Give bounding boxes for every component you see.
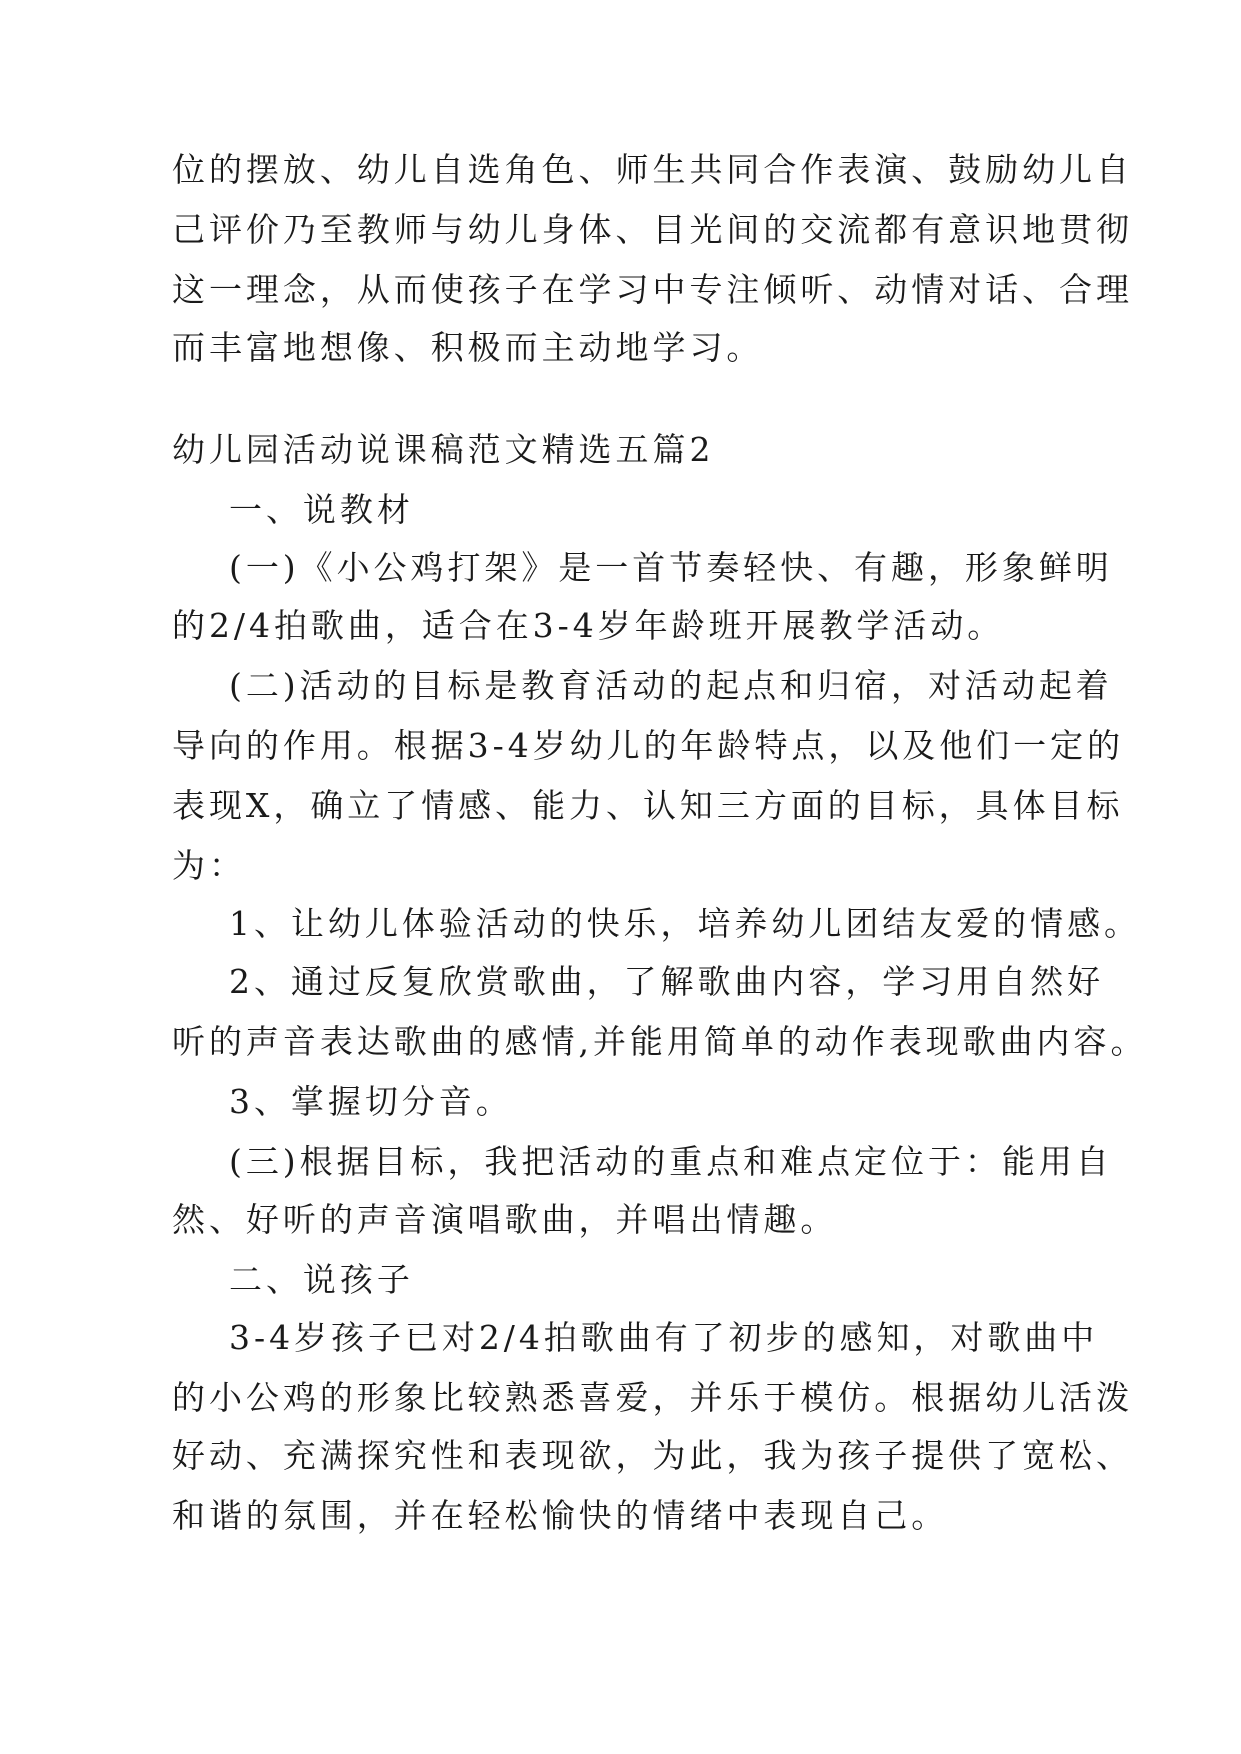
- paragraph-line: 表现X，确立了情感、能力、认知三方面的目标，具体目标: [172, 786, 1124, 825]
- paragraph-line: 然、好听的声音演唱歌曲，并唱出情趣。: [172, 1200, 838, 1239]
- section-heading: 幼儿园活动说课稿范文精选五篇2: [172, 430, 715, 469]
- list-item: 3、掌握切分音。: [229, 1082, 513, 1121]
- paragraph-line: 这一理念，从而使孩子在学习中专注倾听、动情对话、合理: [172, 270, 1133, 309]
- paragraph-line: 好动、充满探究性和表现欲，为此，我为孩子提供了宽松、: [172, 1436, 1133, 1475]
- paragraph-line: 的小公鸡的形象比较熟悉喜爱，并乐于模仿。根据幼儿活泼: [172, 1378, 1133, 1417]
- paragraph-line: 3-4岁孩子已对2/4拍歌曲有了初步的感知，对歌曲中: [229, 1318, 1099, 1357]
- paragraph-line: 和谐的氛围，并在轻松愉快的情绪中表现自己。: [172, 1496, 949, 1535]
- paragraph-line: 听的声音表达歌曲的感情,并能用简单的动作表现歌曲内容。: [172, 1022, 1148, 1061]
- paragraph-line: 导向的作用。根据3-4岁幼儿的年龄特点，以及他们一定的: [172, 726, 1125, 765]
- paragraph-line: (二)活动的目标是教育活动的起点和归宿，对活动起着: [229, 666, 1113, 705]
- subsection-heading: 一、说教材: [229, 490, 414, 529]
- paragraph-line: 的2/4拍歌曲，适合在3-4岁年龄班开展教学活动。: [172, 606, 1005, 645]
- paragraph-line: 位的摆放、幼儿自选角色、师生共同合作表演、鼓励幼儿自: [172, 150, 1133, 189]
- paragraph-line: (一)《小公鸡打架》是一首节奏轻快、有趣，形象鲜明: [229, 548, 1113, 587]
- paragraph-line: 己评价乃至教师与幼儿身体、目光间的交流都有意识地贯彻: [172, 210, 1133, 249]
- list-item: 1、让幼儿体验活动的快乐，培养幼儿团结友爱的情感。: [229, 904, 1141, 943]
- paragraph-line: (三)根据目标，我把活动的重点和难点定位于：能用自: [229, 1142, 1113, 1181]
- list-item: 2、通过反复欣赏歌曲，了解歌曲内容，学习用自然好: [229, 962, 1105, 1001]
- subsection-heading: 二、说孩子: [229, 1260, 414, 1299]
- paragraph-line: 为：: [172, 846, 246, 885]
- paragraph-line: 而丰富地想像、积极而主动地学习。: [172, 328, 764, 367]
